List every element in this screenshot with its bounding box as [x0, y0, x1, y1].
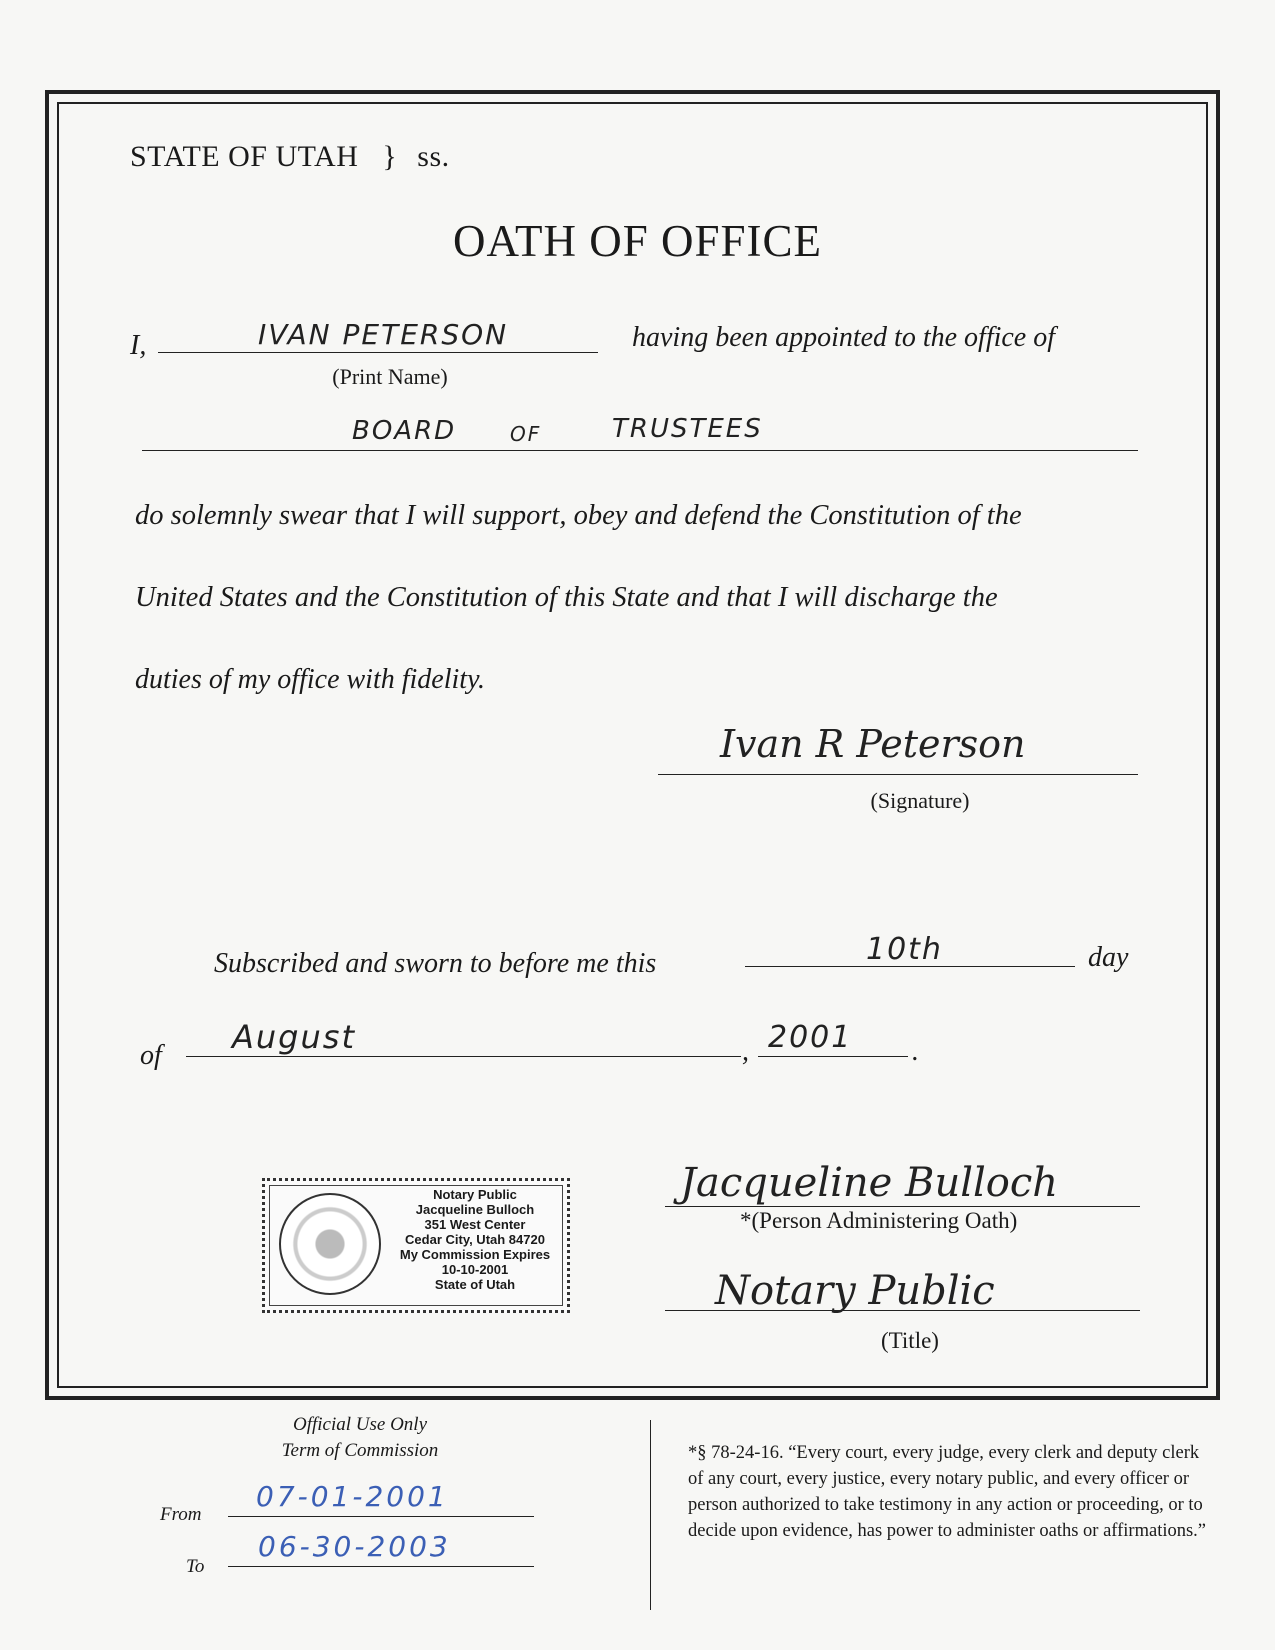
- seal-line-1: Notary Public: [433, 1187, 517, 1202]
- state-name: STATE OF UTAH: [130, 140, 359, 173]
- month-line: [186, 1056, 741, 1057]
- year-period: .: [912, 1036, 919, 1067]
- print-name-caption: (Print Name): [332, 364, 448, 389]
- notary-seal: [262, 1178, 570, 1313]
- document-title: OATH OF OFFICE: [452, 216, 823, 266]
- administrator-signature: Jacqueline Bulloch: [680, 1160, 1059, 1206]
- office-line: [142, 450, 1138, 451]
- from-label: From: [160, 1504, 202, 1525]
- sworn-text: Subscribed and sworn to before me this: [214, 948, 657, 979]
- print-name-value: IVAN PETERSON: [258, 318, 509, 351]
- statute-text: *§ 78-24-16. “Every court, every judge, every clerk and deputy clerk of any court, every justice, every notary public, and every officer or person authorized to take testimony in any action or proceeding, or to decide upon evidence, has power to administer oaths or affirmations.”: [688, 1443, 1207, 1541]
- signature-value: Ivan R Peterson: [720, 722, 1026, 766]
- oath-line-1: do solemnly swear that I will support, obey and defend the Constitution of the: [135, 500, 1022, 531]
- office-word-2: OF: [510, 422, 542, 446]
- administrator-line: [665, 1206, 1140, 1207]
- administrator-title-value: Notary Public: [715, 1268, 995, 1314]
- seal-line-2: Jacqueline Bulloch: [415, 1202, 535, 1217]
- print-name-line: [158, 352, 598, 353]
- state-brace: }: [382, 140, 398, 173]
- from-line: [228, 1516, 534, 1517]
- state-heading: [130, 140, 450, 174]
- seal-line-5: My Commission Expires: [399, 1247, 551, 1262]
- state-seal-emblem: [279, 1193, 381, 1295]
- seal-line-7: State of Utah: [434, 1277, 516, 1292]
- footer-divider: [650, 1420, 651, 1610]
- oath-pronoun: I,: [130, 330, 147, 361]
- term-of-commission-heading: Term of Commission: [281, 1440, 439, 1461]
- to-line: [228, 1566, 534, 1567]
- office-word-3: TRUSTEES: [612, 414, 763, 444]
- appointed-text: having been appointed to the office of: [632, 322, 1056, 353]
- office-word-1: BOARD: [352, 416, 457, 446]
- title-line: [665, 1310, 1140, 1311]
- oath-line-2: United States and the Constitution of this State and that I will discharge the: [135, 582, 998, 613]
- official-use-heading: Official Use Only: [292, 1414, 428, 1435]
- seal-line-3: 351 West Center: [424, 1217, 526, 1232]
- from-value: 07-01-2001: [256, 1480, 449, 1513]
- state-ss: ss.: [417, 140, 450, 173]
- month-value: August: [232, 1018, 356, 1056]
- title-caption: (Title): [881, 1328, 939, 1353]
- oath-line-3: duties of my office with fidelity.: [135, 664, 485, 695]
- of-label: of: [140, 1040, 162, 1071]
- month-comma: ,: [742, 1036, 749, 1067]
- to-value: 06-30-2003: [258, 1530, 451, 1563]
- day-value: 10th: [866, 932, 943, 967]
- seal-line-4: Cedar City, Utah 84720: [405, 1232, 545, 1247]
- administrator-caption: *(Person Administering Oath): [740, 1208, 1018, 1233]
- year-value: 2001: [768, 1020, 853, 1055]
- notary-seal-text: [385, 1187, 565, 1292]
- signature-caption: (Signature): [870, 788, 970, 813]
- year-line: [758, 1056, 908, 1057]
- to-label: To: [186, 1556, 205, 1577]
- seal-line-6: 10-10-2001: [441, 1262, 509, 1277]
- day-label: day: [1088, 942, 1129, 973]
- signature-line: [658, 774, 1138, 775]
